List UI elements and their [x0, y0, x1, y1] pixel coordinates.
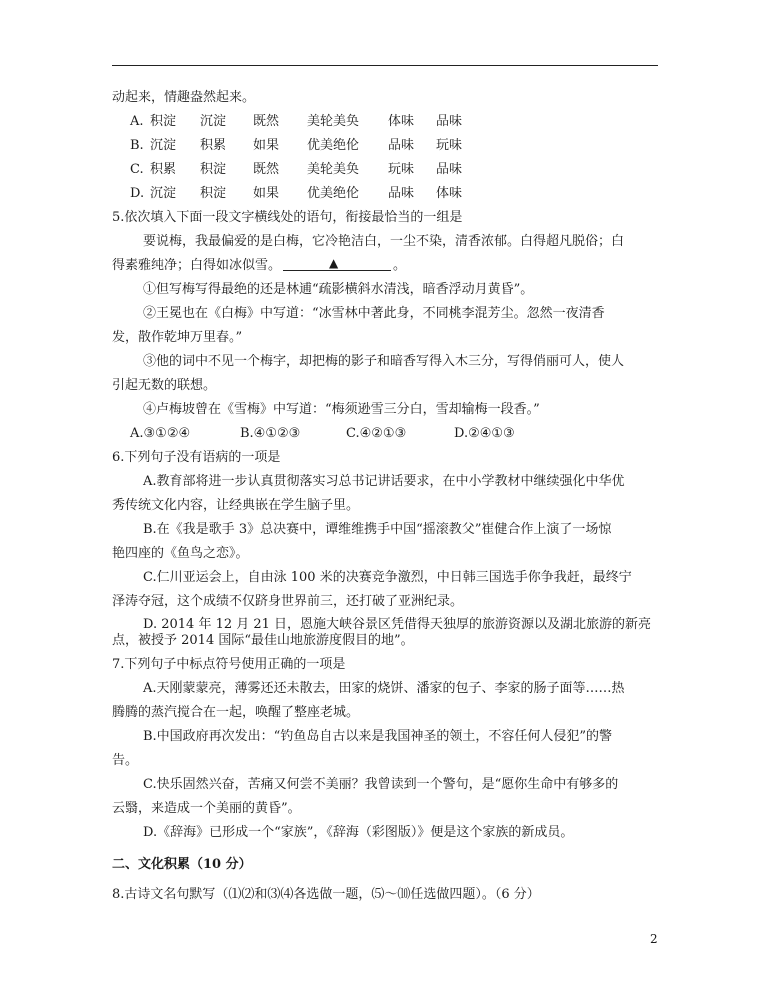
option-word: 积累 [200, 138, 227, 153]
blank-marker-icon: ▲ [329, 256, 339, 270]
q7-option-a-line1: A.天刚蒙蒙亮，薄雾还还未散去，田家的烧饼、潘家的包子、李家的肠子面等……热 [143, 681, 625, 696]
header-rule [112, 65, 658, 66]
q5-passage-end: 。 [393, 258, 407, 273]
option-word: 体味 [436, 186, 463, 201]
q5-option-d: D.②④①③ [454, 426, 515, 441]
option-letter: B. [130, 138, 144, 153]
q6-option-b-line2: 艳四座的《鱼鸟之恋》。 [112, 546, 249, 561]
q7-option-b-line2: 告。 [112, 753, 139, 768]
q7-option-a-line2: 腾腾的蒸汽搅合在一起，唤醒了整座老城。 [112, 705, 360, 720]
q6-option-d-line2: 点，被授予 2014 国际“最佳山地旅游度假目的地”。 [112, 633, 414, 648]
option-word: 品味 [388, 138, 415, 153]
option-word: 沉淀 [200, 114, 227, 129]
q5-option-b: B.④①②③ [240, 426, 301, 441]
option-word: 优美绝伦 [307, 186, 360, 201]
q5-stem: 5.依次填入下面一段文字横线处的语句，衔接最恰当的一组是 [112, 210, 463, 225]
option-word: 积累 [150, 162, 177, 177]
q5-passage-line1: 要说梅，我最偏爱的是白梅，它冷艳洁白，一尘不染，清香浓郁。白得超凡脱俗；白 [143, 234, 625, 249]
option-word: 玩味 [388, 162, 415, 177]
option-word: 积淀 [150, 114, 177, 129]
q6-option-c-line1: C.仁川亚运会上，自由泳 100 米的决赛竞争激烈，中日韩三国选手你争我赶，最终宁 [143, 570, 632, 585]
q7-option-c-line1: C.快乐固然兴奋，苦痛又何尝不美丽？我曾读到一个警句，是“愿你生命中有够多的 [143, 777, 619, 792]
q6-stem: 6.下列句子没有语病的一项是 [112, 450, 281, 465]
q5-passage-text: 得素雅纯净；白得如冰似雪。 [112, 258, 282, 273]
option-letter: A. [130, 114, 144, 129]
section-heading: 二、文化积累（10 分） [112, 857, 252, 872]
q5-sentence-2b: 发，散作乾坤万里春。” [112, 330, 243, 345]
option-word: 如果 [253, 186, 280, 201]
option-word: 品味 [388, 186, 415, 201]
q5-option-c: C.④②①③ [346, 426, 407, 441]
option-word: 积淀 [200, 186, 227, 201]
q7-option-c-line2: 云翳，来造成一个美丽的黄昏”。 [112, 801, 301, 816]
q5-sentence-3b: 引起无数的联想。 [112, 378, 217, 393]
option-word: 玩味 [436, 138, 463, 153]
q7-option-d: D.《辞海》已形成一个“家族”，《辞海（彩图版）》便是这个家族的新成员。 [143, 825, 574, 840]
q8-stem: 8.古诗文名句默写（⑴⑵和⑶⑷各选做一题，⑸～⑽任选做四题）。（6 分） [112, 887, 540, 902]
option-word: 体味 [388, 114, 415, 129]
q7-stem: 7.下列句子中标点符号使用正确的一项是 [112, 657, 346, 672]
q7-option-b-line1: B.中国政府再次发出：“钓鱼岛自古以来是我国神圣的领土，不容任何人侵犯”的警 [143, 729, 612, 744]
option-word: 积淀 [200, 162, 227, 177]
option-word: 品味 [436, 162, 463, 177]
intro-tail: 动起来，情趣盎然起来。 [112, 90, 256, 105]
q5-sentence-2a: ②王冕也在《白梅》中写道：“冰雪林中著此身，不同桃李混芳尘。忽然一夜清香 [143, 306, 605, 321]
q6-option-a-line2: 秀传统文化内容，让经典嵌在学生脑子里。 [112, 498, 360, 513]
option-word: 沉淀 [150, 186, 177, 201]
option-word: 既然 [253, 162, 280, 177]
q5-sentence-1: ①但写梅写得最绝的还是林逋“疏影横斜水清浅，暗香浮动月黄昏”。 [143, 282, 534, 297]
option-letter: C. [130, 162, 144, 177]
q6-option-d-line1: D. 2014 年 12 月 21 日，恩施大峡谷景区凭借得天独厚的旅游资源以及湖北旅游的新亮 [143, 617, 652, 632]
q5-sentence-4: ④卢梅坡曾在《雪梅》中写道：“梅须逊雪三分白，雪却输梅一段香。” [143, 402, 540, 417]
option-word: 既然 [253, 114, 280, 129]
option-word: 优美绝伦 [307, 138, 360, 153]
option-word: 美轮美奂 [307, 162, 360, 177]
q5-option-a: A.③①②④ [130, 426, 191, 441]
q6-option-c-line2: 泽涛夺冠，这个成绩不仅跻身世界前三，还打破了亚洲纪录。 [112, 594, 464, 609]
option-word: 如果 [253, 138, 280, 153]
option-word: 品味 [436, 114, 463, 129]
q5-sentence-3a: ③他的词中不见一个梅字，却把梅的影子和暗香写得入木三分，写得俏丽可人，使人 [143, 354, 625, 369]
option-letter: D. [130, 186, 145, 201]
q5-passage-line2 [112, 258, 406, 274]
option-word: 沉淀 [150, 138, 177, 153]
q6-option-a-line1: A.教育部将进一步认真贯彻落实习总书记讲话要求，在中小学教材中继续强化中华优 [143, 474, 625, 489]
page-number: 2 [650, 932, 658, 946]
q6-option-b-line1: B.在《我是歌手 3》总决赛中，谭维维携手中国“摇滚教父”崔健合作上演了一场惊 [143, 522, 612, 537]
option-word: 美轮美奂 [307, 114, 360, 129]
answer-blank [283, 258, 391, 271]
